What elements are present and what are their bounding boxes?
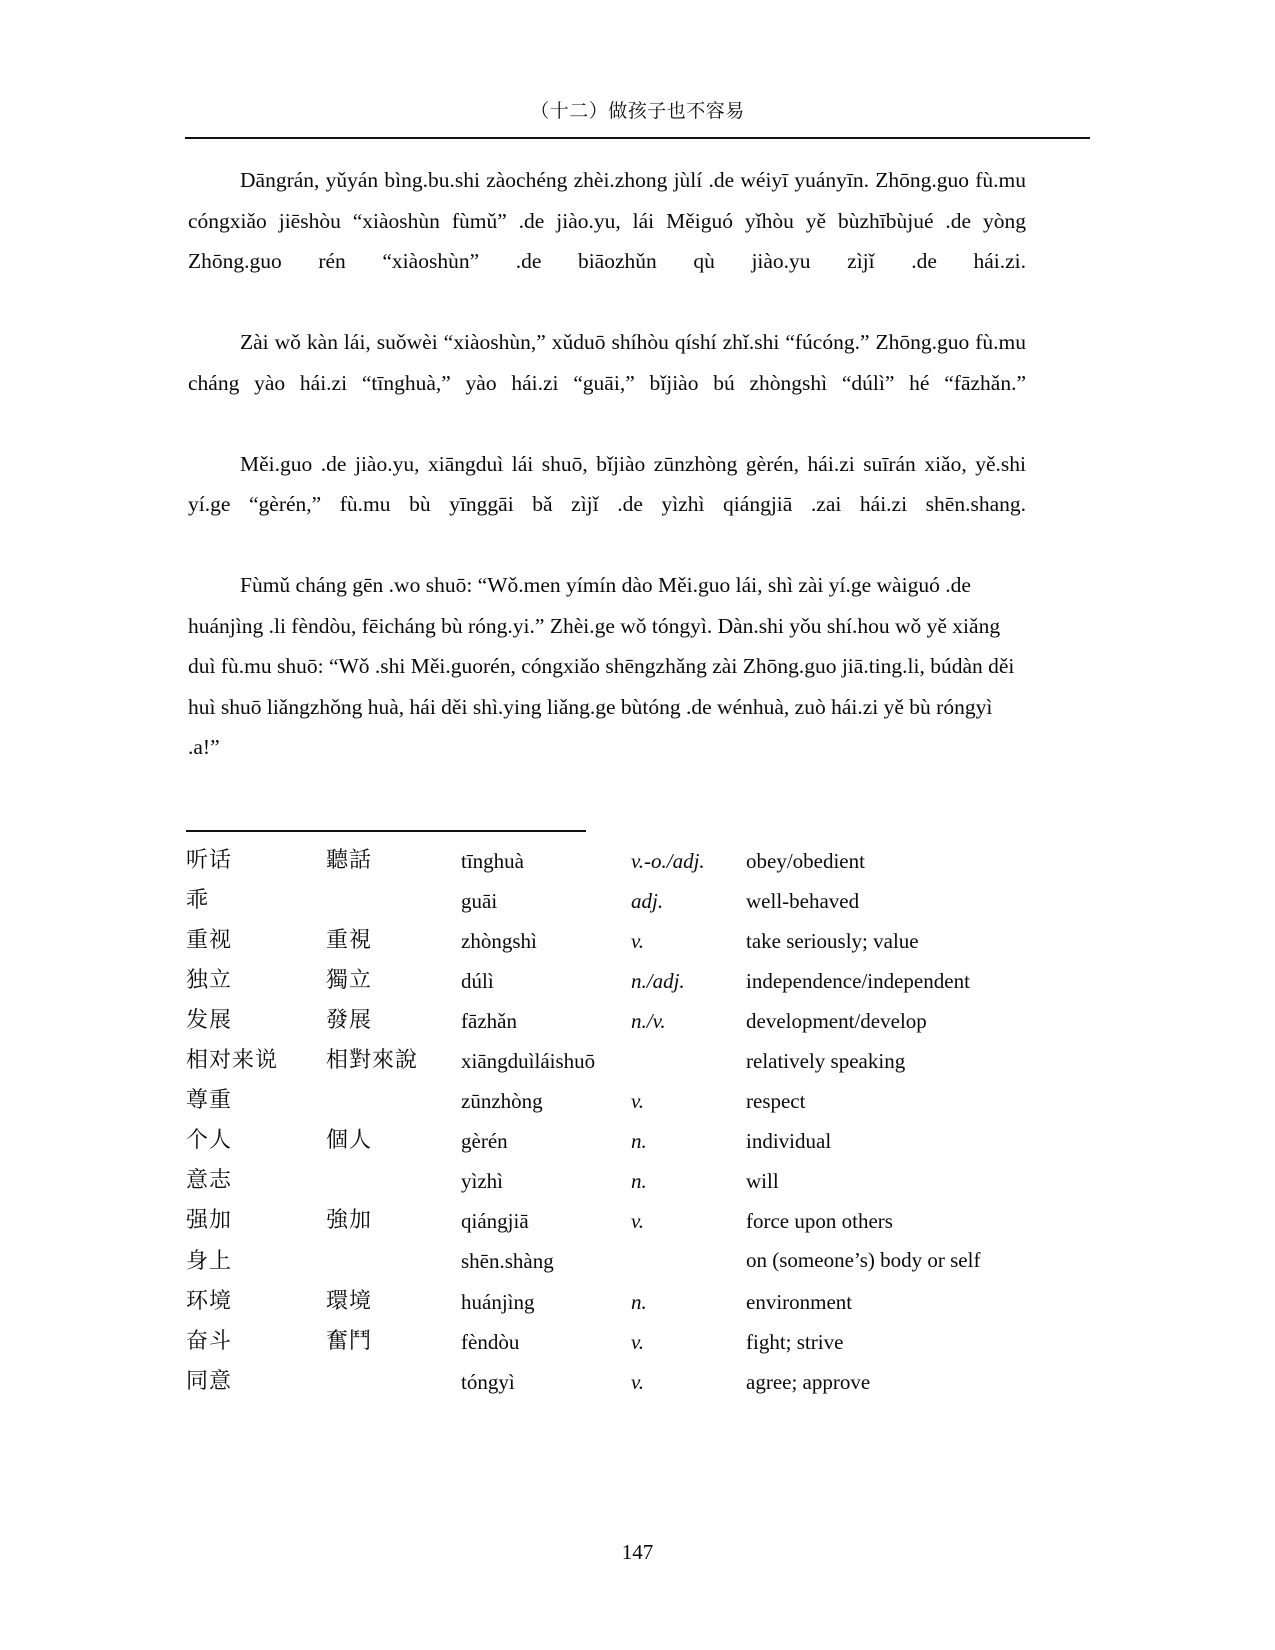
cell-simplified: 身上 — [186, 1249, 233, 1274]
table-row — [186, 1041, 1016, 1081]
vocabulary-top-rule — [186, 830, 586, 832]
body-text-block — [188, 160, 1026, 768]
cell-traditional — [326, 1362, 461, 1402]
cell-simplified: 个人 — [186, 1128, 233, 1153]
table-row — [186, 1001, 1016, 1041]
cell-part-of-speech: n./adj. — [631, 969, 685, 993]
cell-traditional: 聽話 — [326, 848, 373, 873]
cell-pinyin: yìzhì — [461, 1169, 503, 1193]
cell-simplified: 相对来说 — [186, 1048, 279, 1073]
table-row — [186, 841, 1016, 881]
cell-traditional — [326, 881, 461, 921]
cell-simplified: 乖 — [186, 888, 210, 913]
table-row — [186, 1362, 1016, 1402]
cell-traditional: 發展 — [326, 1008, 373, 1033]
cell-definition: well-behaved — [746, 889, 860, 913]
cell-part-of-speech — [631, 1041, 746, 1081]
table-row — [186, 1121, 1016, 1161]
cell-pinyin: fāzhǎn — [461, 1009, 517, 1033]
cell-traditional: 獨立 — [326, 968, 373, 993]
cell-simplified: 环境 — [186, 1289, 233, 1314]
cell-simplified: 意志 — [186, 1168, 233, 1193]
table-row — [186, 921, 1016, 961]
table-row — [186, 1241, 1016, 1282]
cell-part-of-speech: v. — [631, 929, 645, 953]
vocabulary-table-body — [186, 841, 1016, 1402]
cell-simplified: 发展 — [186, 1008, 233, 1033]
cell-pinyin: huánjìng — [461, 1290, 535, 1314]
cell-pinyin: tīnghuà — [461, 849, 524, 873]
cell-pinyin: tóngyì — [461, 1370, 515, 1394]
paragraph-4: Fùmǔ cháng gēn .wo shuō: “Wǒ.men yímín dào Měi.guo lái, shì zài yí.ge wàiguó .de huánjìng .li fèndòu, fēicháng bù róng.yi.” Zhèi.ge wǒ tóngyì. Dàn.shi yǒu shí.hou wǒ yě xiǎng duì fù.mu shuō: “Wǒ .shi Měi.guorén, cóngxiǎo shēngzhǎng zài Zhōng.guo jiā.ting.li, búdàn děi huì shuō liǎngzhǒng huà, hái děi shì.ying liǎng.ge bùtóng .de wénhuà, zuò hái.zi yě bù róngyì .a!” — [188, 573, 1015, 759]
cell-part-of-speech: v. — [631, 1209, 645, 1233]
table-row — [186, 1201, 1016, 1241]
cell-simplified: 奋斗 — [186, 1329, 233, 1354]
cell-traditional: 個人 — [326, 1128, 373, 1153]
page-number: 147 — [621, 1540, 654, 1564]
cell-definition: will — [746, 1169, 779, 1193]
table-row — [186, 1081, 1016, 1121]
header-rule — [185, 137, 1090, 139]
table-row — [186, 1282, 1016, 1322]
cell-pinyin: qiángjiā — [461, 1209, 529, 1233]
cell-part-of-speech: v. — [631, 1330, 645, 1354]
cell-part-of-speech: n. — [631, 1169, 647, 1193]
cell-pinyin: dúlì — [461, 969, 494, 993]
cell-pinyin: zhòngshì — [461, 929, 537, 953]
cell-pinyin: shēn.shàng — [461, 1249, 554, 1273]
cell-part-of-speech: adj. — [631, 889, 664, 913]
cell-pinyin: zūnzhòng — [461, 1089, 543, 1113]
cell-traditional — [326, 1241, 461, 1282]
cell-traditional: 奮鬥 — [326, 1329, 373, 1354]
cell-definition: independence/independent — [746, 969, 970, 993]
cell-definition: individual — [746, 1129, 832, 1153]
cell-traditional: 重視 — [326, 928, 373, 953]
cell-definition: environment — [746, 1290, 853, 1314]
running-head: （十二）做孩子也不容易 — [530, 100, 745, 122]
cell-pinyin: gèrén — [461, 1129, 508, 1153]
cell-part-of-speech: n./v. — [631, 1009, 666, 1033]
cell-definition: fight; strive — [746, 1330, 844, 1354]
paragraph-2: Zài wǒ kàn lái, suǒwèi “xiàoshùn,” xǔduō shíhòu qíshí zhǐ.shi “fúcóng.” Zhōng.guo fù.mu cháng yào hái.zi “tīnghuà,” yào hái.zi “guāi,” bǐjiào bú zhòngshì “dúlì” hé “fāzhǎn.” — [188, 330, 1026, 395]
cell-traditional: 環境 — [326, 1289, 373, 1314]
paragraph-1: Dāngrán, yǔyán bìng.bu.shi zàochéng zhèi.zhong jùlí .de wéiyī yuányīn. Zhōng.guo fù.mu cóngxiǎo jiēshòu “xiàoshùn fùmǔ” .de jiào.yu, lái Měiguó yǐhòu yě bùzhībùjué .de yòng Zhōng.guo rén “xiàoshùn” .de biāozhǔn qù jiào.yu zìjǐ .de hái.zi. — [188, 168, 1026, 273]
vocabulary-section — [186, 830, 1016, 1402]
cell-simplified: 同意 — [186, 1369, 233, 1394]
cell-part-of-speech: v. — [631, 1089, 645, 1113]
cell-simplified: 独立 — [186, 968, 233, 993]
cell-part-of-speech: v.-o./adj. — [631, 849, 705, 873]
cell-part-of-speech: v. — [631, 1370, 645, 1394]
table-row — [186, 1322, 1016, 1362]
cell-simplified: 尊重 — [186, 1088, 233, 1113]
cell-definition — [746, 1241, 1016, 1282]
cell-traditional: 強加 — [326, 1208, 373, 1233]
cell-pinyin: xiāngduìláishuō — [461, 1049, 596, 1073]
cell-part-of-speech — [631, 1241, 746, 1282]
table-row — [186, 961, 1016, 1001]
cell-part-of-speech: n. — [631, 1290, 647, 1314]
cell-definition: take seriously; value — [746, 929, 919, 953]
cell-definition: agree; approve — [746, 1370, 871, 1394]
paragraph-3: Měi.guo .de jiào.yu, xiāngduì lái shuō, bǐjiào zūnzhòng gèrén, hái.zi suīrán xiǎo, yě.shi yí.ge “gèrén,” fù.mu bù yīnggāi bǎ zìjǐ .de yìzhì qiángjiā .zai hái.zi shēn.shang. — [188, 451, 1026, 516]
table-row — [186, 881, 1016, 921]
cell-traditional: 相對來說 — [326, 1048, 419, 1073]
cell-pinyin: fèndòu — [461, 1330, 520, 1354]
cell-definition: obey/obedient — [746, 849, 865, 873]
table-row — [186, 1161, 1016, 1201]
definition-text: on (someone’s) body or self — [746, 1248, 981, 1272]
cell-traditional — [326, 1161, 461, 1201]
cell-definition: respect — [746, 1089, 806, 1113]
cell-definition: force upon others — [746, 1209, 893, 1233]
cell-definition: relatively speaking — [746, 1049, 906, 1073]
cell-definition: development/develop — [746, 1009, 927, 1033]
vocabulary-table — [186, 841, 1016, 1402]
cell-simplified: 强加 — [186, 1208, 233, 1233]
cell-simplified: 听话 — [186, 848, 233, 873]
cell-pinyin: guāi — [461, 889, 498, 913]
cell-part-of-speech: n. — [631, 1129, 647, 1153]
cell-traditional — [326, 1081, 461, 1121]
cell-simplified: 重视 — [186, 928, 233, 953]
